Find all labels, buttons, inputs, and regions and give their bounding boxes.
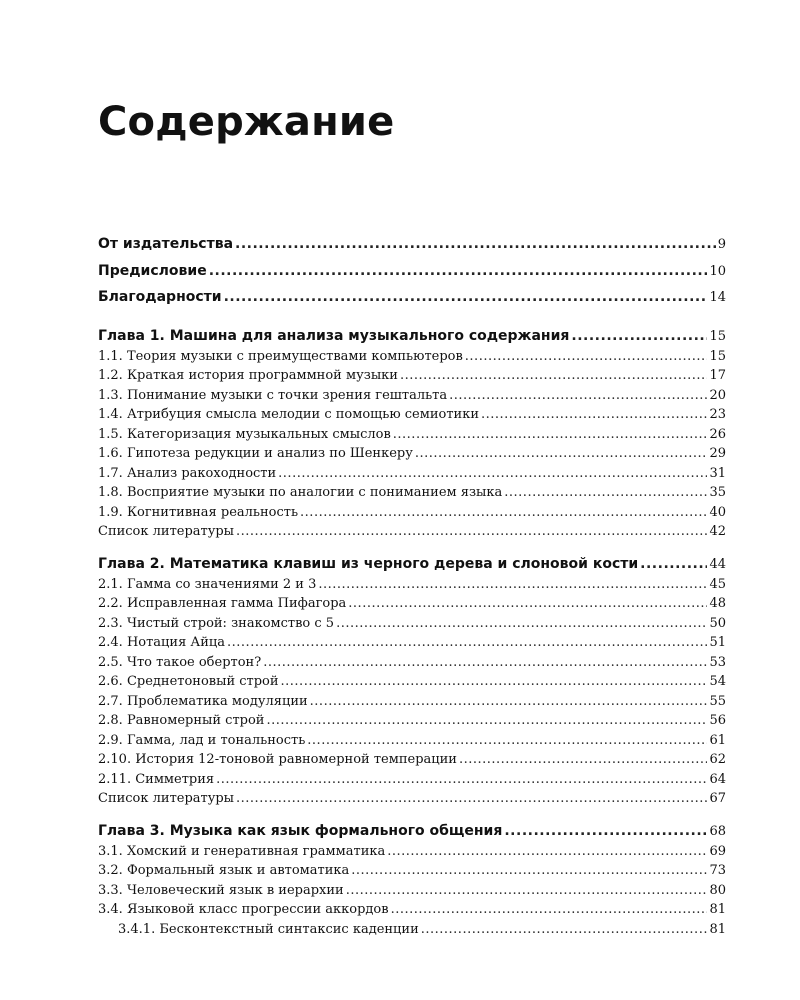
toc-entry[interactable]: [98, 577, 726, 597]
toc-entry-label: 3.2. Формальный язык и автоматика: [98, 863, 350, 878]
toc-entry-label: Благодарности: [98, 289, 222, 305]
dot-leader: [481, 407, 707, 422]
dot-leader: [236, 524, 707, 539]
toc-entry[interactable]: [98, 635, 726, 655]
toc-entry[interactable]: [98, 388, 726, 408]
table-of-contents: [98, 236, 726, 941]
toc-entry[interactable]: [98, 655, 726, 675]
toc-entry[interactable]: [98, 446, 726, 466]
toc-entry[interactable]: [98, 466, 726, 486]
toc-entry-page: 62: [709, 752, 726, 767]
toc-entry[interactable]: [98, 823, 726, 844]
toc-entry-page: 31: [709, 465, 726, 481]
toc-entry[interactable]: [98, 883, 726, 903]
toc-entry[interactable]: [98, 752, 726, 772]
dot-leader: [348, 596, 707, 611]
toc-entry-label: 3.3. Человеческий язык в иерархии: [98, 882, 344, 898]
toc-entry-label: 1.3. Понимание музыки с точки зрения гештальта: [98, 387, 448, 403]
dot-leader: [415, 446, 708, 461]
dot-leader: [459, 752, 707, 767]
dot-leader: [504, 823, 707, 839]
toc-entry[interactable]: [98, 289, 726, 316]
toc-entry-label: 3.4.1. Бесконтекстный синтаксис каденции: [118, 921, 419, 937]
toc-entry-label: Глава 3. Музыка как язык формального общения: [98, 822, 503, 839]
toc-entry[interactable]: [98, 902, 726, 922]
toc-entry-page: 10: [709, 263, 726, 279]
toc-entry-page: 42: [709, 524, 726, 539]
dot-leader: [391, 902, 708, 917]
toc-entry[interactable]: [98, 733, 726, 753]
toc-entry-page: 80: [709, 882, 726, 898]
dot-leader: [278, 466, 707, 481]
toc-entry-label: Список литературы: [98, 791, 235, 806]
toc-entry-page: 69: [709, 843, 726, 859]
dot-leader: [209, 263, 708, 279]
toc-entry[interactable]: [98, 713, 726, 733]
toc-entry-label: 2.9. Гамма, лад и тональность: [98, 732, 306, 748]
toc-entry-page: 55: [709, 693, 726, 709]
dot-leader: [300, 505, 707, 520]
toc-entry-page: 35: [709, 485, 726, 500]
toc-entry[interactable]: [98, 349, 726, 369]
dot-leader: [393, 427, 708, 442]
dot-leader: [640, 556, 707, 572]
toc-entry-page: 61: [709, 732, 726, 748]
toc-entry-label: 1.4. Атрибуция смысла мелодии с помощью семиотики: [98, 407, 479, 422]
toc-entry-page: 29: [709, 446, 726, 461]
dot-leader: [421, 922, 708, 937]
toc-entry[interactable]: [98, 556, 726, 577]
toc-entry-label: Предисловие: [98, 262, 207, 279]
toc-entry-page: 15: [709, 328, 726, 344]
toc-entry-page: 14: [709, 290, 726, 305]
toc-entry-page: 44: [709, 556, 726, 572]
dot-leader: [571, 328, 707, 344]
dot-leader: [336, 616, 707, 631]
toc-entry[interactable]: [98, 772, 726, 792]
toc-entry-page: 48: [709, 596, 726, 611]
toc-entry-label: 2.6. Среднетоновый строй: [98, 674, 279, 689]
dot-leader: [310, 694, 708, 709]
toc-entry-page: 73: [709, 863, 726, 878]
dot-leader: [236, 791, 707, 806]
toc-entry[interactable]: [98, 596, 726, 616]
toc-entry[interactable]: [98, 616, 726, 636]
dot-leader: [318, 577, 707, 592]
dot-leader: [351, 863, 707, 878]
toc-entry-page: 9: [717, 237, 726, 252]
toc-entry-label: Глава 1. Машина для анализа музыкального содержания: [98, 327, 570, 344]
toc-entry-label: 2.10. История 12-тоновой равномерной темперации: [98, 752, 457, 767]
dot-leader: [307, 733, 707, 748]
toc-entry[interactable]: [98, 407, 726, 427]
toc-entry[interactable]: [98, 863, 726, 883]
dot-leader: [504, 485, 707, 500]
toc-entry-label: 1.9. Когнитивная реальность: [98, 504, 299, 520]
dot-leader: [387, 844, 707, 859]
toc-entry[interactable]: [98, 922, 726, 942]
page-title: Содержание: [98, 99, 395, 145]
toc-entry-page: 56: [709, 713, 726, 728]
dot-leader: [227, 635, 707, 650]
toc-entry[interactable]: [98, 674, 726, 694]
toc-entry-label: 1.6. Гипотеза редукции и анализ по Шенкеру: [98, 446, 413, 461]
toc-entry[interactable]: [98, 485, 726, 505]
toc-entry-label: 1.7. Анализ ракоходности: [98, 465, 277, 481]
toc-entry-label: 2.7. Проблематика модуляции: [98, 693, 308, 709]
toc-entry-label: Список литературы: [98, 524, 235, 539]
dot-leader: [235, 236, 716, 252]
dot-leader: [449, 388, 707, 403]
toc-entry-label: 2.11. Симметрия: [98, 771, 215, 787]
toc-entry-label: 1.5. Категоризация музыкальных смыслов: [98, 426, 391, 442]
toc-entry-label: Глава 2. Математика клавиш из черного дерева и слоновой кости: [98, 555, 639, 572]
toc-entry-page: 20: [709, 387, 726, 403]
toc-entry-label: 2.3. Чистый строй: знакомство с 5: [98, 615, 335, 631]
dot-leader: [263, 655, 707, 670]
toc-entry-label: 2.8. Равномерный строй: [98, 713, 265, 728]
toc-entry[interactable]: [98, 368, 726, 388]
toc-entry-label: От издательства: [98, 236, 234, 252]
toc-entry[interactable]: [98, 791, 726, 811]
toc-entry-page: 15: [709, 348, 726, 364]
toc-entry-page: 23: [709, 407, 726, 422]
toc-entry[interactable]: [98, 844, 726, 864]
toc-entry-page: 64: [709, 771, 726, 787]
toc-entry-page: 40: [709, 504, 726, 520]
toc-entry[interactable]: [98, 236, 726, 263]
dot-leader: [281, 674, 708, 689]
toc-entry-label: 1.1. Теория музыки с преимуществами компьютеров: [98, 348, 463, 364]
toc-entry[interactable]: [98, 263, 726, 290]
toc-entry[interactable]: [98, 427, 726, 447]
dot-leader: [400, 368, 708, 383]
toc-entry-page: 45: [709, 576, 726, 592]
toc-entry-page: 67: [709, 791, 726, 806]
toc-entry-page: 68: [709, 823, 726, 839]
toc-entry-page: 81: [709, 902, 726, 917]
toc-entry[interactable]: [98, 328, 726, 349]
dot-leader: [465, 349, 708, 364]
dot-leader: [216, 772, 707, 787]
toc-entry-page: 81: [709, 921, 726, 937]
toc-entry-page: 51: [709, 635, 726, 650]
toc-entry[interactable]: [98, 524, 726, 544]
toc-entry-label: 2.5. Что такое обертон?: [98, 654, 262, 670]
toc-entry-label: 2.2. Исправленная гамма Пифагора: [98, 596, 347, 611]
toc-entry-page: 26: [709, 426, 726, 442]
dot-leader: [266, 713, 707, 728]
toc-entry-page: 50: [709, 615, 726, 631]
toc-entry-label: 1.8. Восприятие музыки по аналогии с пониманием языка: [98, 485, 503, 500]
dot-leader: [224, 289, 708, 305]
toc-entry[interactable]: [98, 694, 726, 714]
toc-entry-label: 2.1. Гамма со значениями 2 и 3: [98, 576, 317, 592]
toc-entry-page: 17: [709, 368, 726, 383]
toc-entry[interactable]: [98, 505, 726, 525]
toc-entry-page: 53: [709, 654, 726, 670]
dot-leader: [346, 883, 708, 898]
toc-entry-label: 1.2. Краткая история программной музыки: [98, 368, 398, 383]
toc-entry-label: 3.1. Хомский и генеративная грамматика: [98, 843, 386, 859]
toc-entry-label: 2.4. Нотация Айца: [98, 635, 226, 650]
toc-entry-page: 54: [709, 674, 726, 689]
toc-entry-label: 3.4. Языковой класс прогрессии аккордов: [98, 902, 389, 917]
